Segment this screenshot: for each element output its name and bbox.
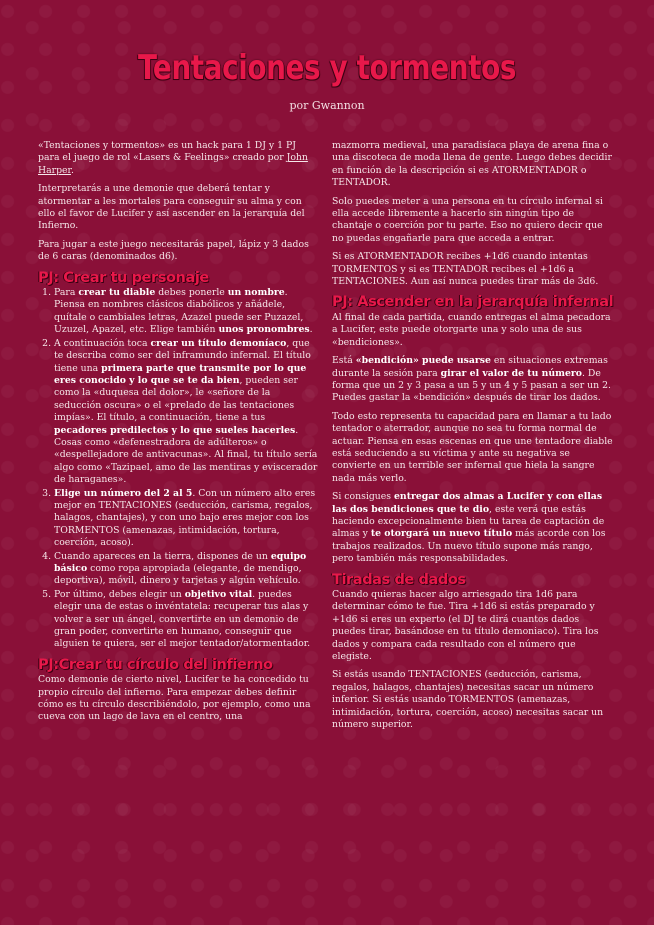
intro-paragraph-3: Para jugar a este juego necesitarás papel, lápiz y 3 dados de 6 caras (denominados d6). bbox=[38, 238, 309, 263]
character-steps-list bbox=[38, 287, 320, 651]
list-item: 5. Por último, debes elegir un objetivo vital. puedes elegir una de estas o invéntatela: recuperar tus alas y volver a ser un ángel, convertirte en un demonio de gran poder, convertirte en humano, conseguir que alguien te quiera, ser el mejor tentador/atormentador. bbox=[54, 589, 320, 651]
section-heading-dice-rolls: Tiradas de dados bbox=[332, 571, 466, 588]
ascend-paragraph-3: Todo esto representa tu capacidad para en llamar a tu lado tentador o aterrador, aunque no sea tu forma normal de actuar. Piensa en esas escenas en que une tentadore diable está seduciendo a su víctima y ante su negativa se convierte en un terrible ser infernal que hiela la sangre nada más verlo. bbox=[332, 410, 613, 484]
section-heading-ascend: PJ: Ascender en la jerarquía infernal bbox=[332, 294, 614, 311]
list-item: 2. A continuación toca crear un título demoníaco, que te describa como ser del inframundo infernal. El título tiene una primera parte que transmite por lo que eres conocido y lo que se te da bien, pueden ser como la «duquesa del dolor», le «señore de la seducción oscura» o el «prelado de las tentaciones impías». El título, a continuación, tiene a tus pecadores predilectos y lo que sueles hacerles. Cosas como «defenestradora de adúlteros» o «despellejadore de antivacunas». Al final, tu título sería algo como «Tazipael, amo de las mentiras y eviscerador de haraganes». bbox=[54, 338, 320, 487]
intro-paragraph-1: «Tentaciones y tormentos» es un hack para 1 DJ y 1 PJ para el juego de rol «Lasers & Feelings» creado por John Harper. bbox=[38, 140, 308, 176]
list-item: 3. Elige un número del 2 al 5. Con un número alto eres mejor en TENTACIONES (seducción, carisma, regalos, halagos, chantajes), y con uno bajo eres mejor con los TORMENTOS (amenazas, intimidación, tortura, coerción, acoso). bbox=[54, 488, 320, 550]
list-item: 4. Cuando apareces en la tierra, dispones de un equipo básico como ropa apropiada (elegante, de mendigo, deportiva), móvil, dinero y tarjetas y algún vehículo. bbox=[54, 551, 320, 588]
dice-paragraph-1: Cuando quieras hacer algo arriesgado tira 1d6 para determinar cómo te fue. Tira +1d6 si estás preparado y +1d6 si eres un experto (el DJ te dirá cuantos dados puedes tirar, basándose en tu título demoniaco). Tira los dados y compara cada resultado con el número que elegiste. bbox=[332, 589, 599, 663]
author-byline: por Gwannon bbox=[289, 99, 365, 112]
circle-paragraph-2: Solo puedes meter a una persona en tu círculo infernal si ella accede libremente a hacerlo sin ningún tipo de chantaje o coerción por tu parte. Eso no quiero decir que no puedas engañarle para que acceda a entrar. bbox=[332, 195, 603, 244]
ascend-paragraph-1: Al final de cada partida, cuando entregas el alma pecadora a Lucifer, este puede otorgarte una y solo una de sus «bendiciones». bbox=[332, 311, 611, 348]
ascend-paragraph-2: Está «bendición» puede usarse en situaciones extremas durante la sesión para girar el valor de tu número. De forma que un 2 y 3 pasa a un 5 y un 4 y 5 pasan a ser un 2. Puedes gastar la «bendición» después de tirar los dados. bbox=[332, 355, 611, 404]
dice-paragraph-2: Si estás usando TENTACIONES (seducción, carisma, regalos, halagos, chantajes) necesitas sacar un número inferior. Si estás usando TORMENTOS (amenazas, intimidación, tortura, coerción, acoso) necesitas sacar un número superior. bbox=[332, 669, 604, 731]
section-heading-create-circle: PJ:Crear tu círculo del infierno bbox=[38, 656, 273, 673]
john-harper-link[interactable]: John Harper bbox=[38, 152, 308, 176]
right-column bbox=[332, 140, 614, 737]
circle-paragraph-1-continued: mazmorra medieval, una paradisíaca playa de arena fina o una discoteca de moda llena de gente. Luego debes decidir en función de la descripción si es ATORMENTADOR o TENTADOR. bbox=[332, 140, 612, 189]
ascend-paragraph-4: Si consigues entregar dos almas a Lucifer y con ellas las dos bendiciones que te dio, este verá que estás haciendo excepcionalmente bien tu tarea de captación de almas y te otorgará un nuevo título más acorde con los trabajos realizados. Un nuevo título supone más rango, pero también más responsabilidades. bbox=[332, 491, 606, 565]
intro-paragraph-2: Interpretarás a une demonie que deberá tentar y atormentar a les mortales para conseguir su alma y con ello el favor de Lucifer y así ascender en la jerarquía del Infierno. bbox=[38, 183, 305, 232]
page-title: Tentaciones y tormentos bbox=[137, 48, 517, 88]
circle-paragraph-1: Como demonie de cierto nivel, Lucifer te ha concedido tu propio círculo del infierno. Para empezar debes definir cómo es tu círculo describiéndolo, por ejemplo, como una cueva con un lago de lava en el centro, una bbox=[38, 674, 311, 723]
left-column bbox=[38, 140, 320, 730]
circle-paragraph-3: Si es ATORMENTADOR recibes +1d6 cuando intentas TORMENTOS y si es TENTADOR recibes el +1d6 a TENTACIONES. Aun así nunca puedes tirar más de 3d6. bbox=[332, 251, 599, 288]
list-item: 1. Para crear tu diable debes ponerle un nombre. Piensa en nombres clásicos diabólicos y añádele, quítale o cambiales letras, Azazel puede ser Puzazel, Uzuzel, Apazel, etc. Elige también unos pronombres. bbox=[54, 287, 320, 337]
section-heading-create-character: PJ: Crear tu personaje bbox=[38, 269, 209, 286]
